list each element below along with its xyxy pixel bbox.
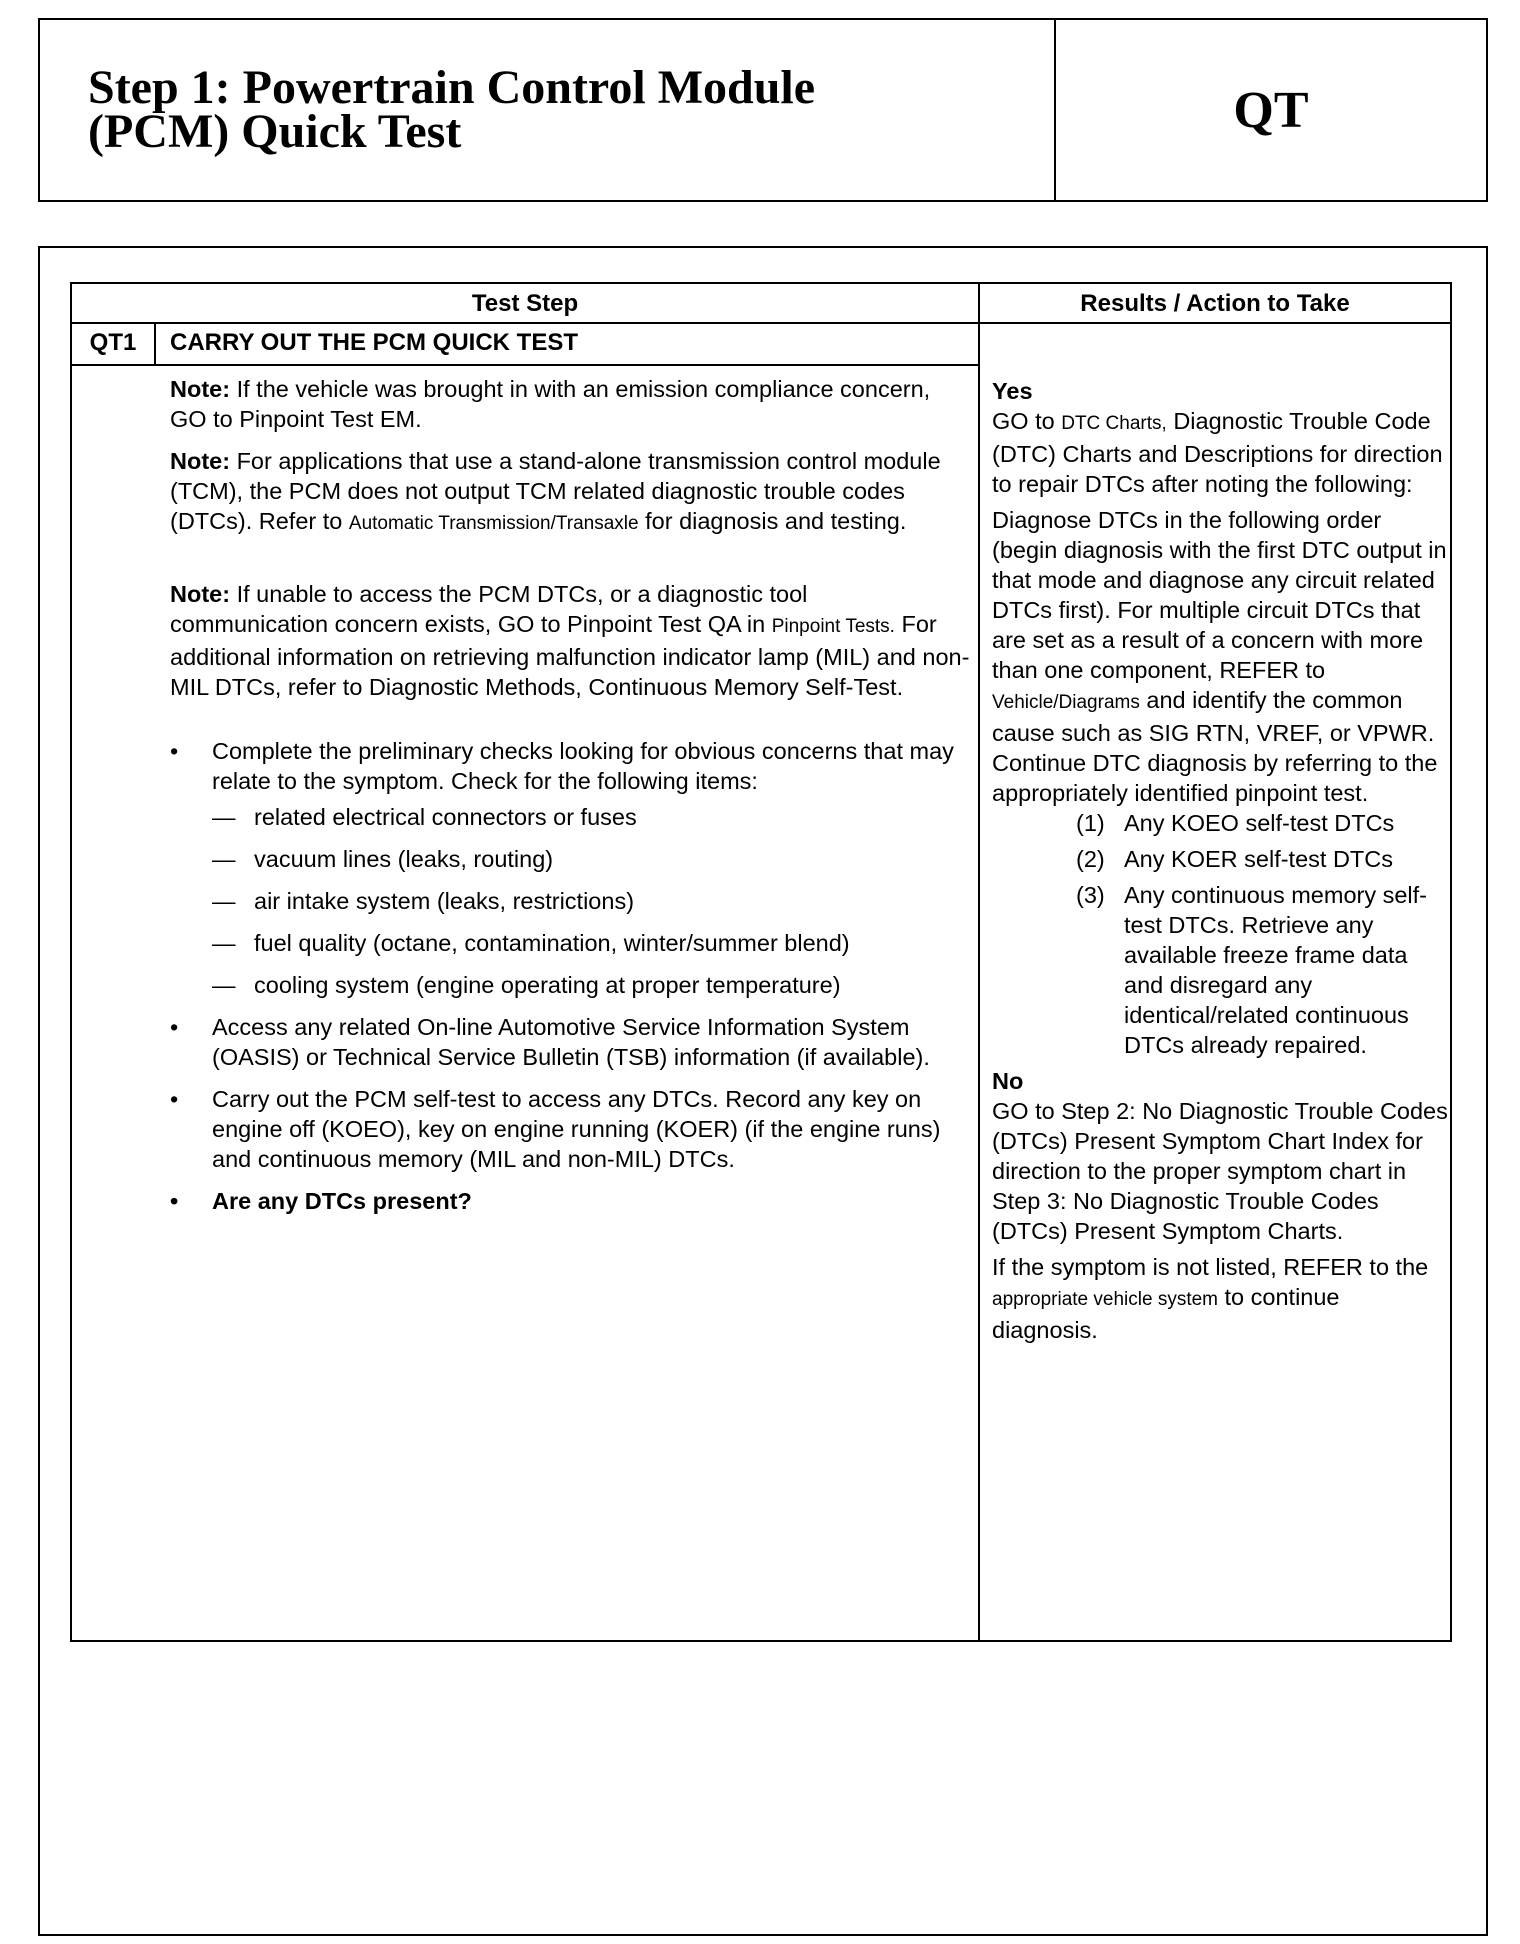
not-listed-text: If the symptom is not listed, REFER to the [992,1254,1429,1280]
no-label: No [992,1068,1024,1094]
vehicle-diagrams-link[interactable]: Vehicle/Diagrams [992,692,1140,713]
dash-icon: — [212,972,236,998]
sub-item [170,802,970,832]
order-text: Any KOEO self-test DTCs [1124,810,1395,836]
table-header-row [72,284,1450,324]
note-emission-text: If the vehicle was brought in with an emission compliance concern, GO to Pinpoint Test EM. [170,376,931,432]
note-label: Note: [170,448,231,474]
yes-label: Yes [992,378,1033,404]
note-access-text: If unable to access the PCM DTCs, or a diagnostic tool communication concern exists, GO to Pinpoint Test QA in [170,581,808,637]
results-body [992,376,1448,1351]
test-step-body [170,374,970,1228]
bullet-preliminary-checks [170,736,970,796]
bullet-text: Complete the preliminary checks looking for obvious concerns that may relate to the symptom. Check for the following items: [212,738,954,794]
yes-action [992,406,1448,499]
note-label: Note: [170,376,231,402]
bullet-text: Access any related On-line Automotive Service Information System (OASIS) or Technical Service Bulletin (TSB) information (if available). [212,1014,930,1070]
title-line-1: Step 1: Powertrain Control Module [88,61,816,114]
not-listed [992,1252,1448,1345]
not-listed-text-end: to continue diagnosis. [992,1284,1340,1343]
bullet-oasis [170,1012,970,1072]
sub-item-text: cooling system (engine operating at proper temperature) [254,972,841,998]
diagnose-text: Diagnose DTCs in the following order (begin diagnosis with the first DTC output in that mode and diagnose any circuit related DTCs first). For multiple circuit DTCs that are set as a result of a concern with more than one component, REFER to [992,507,1447,683]
section-code: QT [1233,81,1309,139]
order-item [992,880,1448,1060]
dash-icon: — [212,804,236,830]
header-box [38,18,1488,202]
col-header-results: Results / Action to Take [1080,290,1350,317]
sub-item [170,970,970,1000]
yes-go: GO to [992,408,1055,434]
order-number: (3) [1076,882,1105,908]
note-emission [170,374,970,434]
vehicle-system-link[interactable]: appropriate vehicle system [992,1289,1218,1310]
col-header-test-step: Test Step [471,290,579,317]
order-number: (2) [1076,846,1105,872]
sub-item-text: air intake system (leaks, restrictions) [254,888,635,914]
dash-icon: — [212,846,236,872]
bullet-self-test [170,1084,970,1174]
order-item [992,844,1448,874]
order-text: Any continuous memory self-test DTCs. Retrieve any available freeze frame data and disregard any identical/related continuous DTCs already repaired. [1124,882,1428,1058]
note-tcm [170,446,970,539]
page-title [40,20,1056,200]
sub-item [170,928,970,958]
yes-action-text: Diagnostic Trouble Code (DTC) Charts and Descriptions for direction to repair DTCs after noting the following: [992,408,1443,497]
note-access [170,579,970,702]
note-tcm-text-end: for diagnosis and testing. [645,508,907,534]
step-row [72,324,978,366]
bullet-icon: • [170,1086,179,1112]
sub-item [170,844,970,874]
sub-item-text: related electrical connectors or fuses [254,804,637,830]
sub-item-text: fuel quality (octane, contamination, winter/summer blend) [254,930,850,956]
question-text: Are any DTCs present? [212,1188,472,1214]
pinpoint-tests-link[interactable]: Pinpoint Tests. [771,616,895,637]
note-access-text-end: For additional information on retrieving malfunction indicator lamp (MIL) and non-MIL DTCs, refer to Diagnostic Methods, Continuous Memory Self-Test. [170,611,970,700]
test-step-table [70,282,1452,1642]
order-text: Any KOER self-test DTCs [1124,846,1393,872]
diagnose-text-end: and identify the common cause such as SIG RTN, VREF, or VPWR. Continue DTC diagnosis by referring to the appropriately identified pinpoint test. [992,687,1438,806]
note-label: Note: [170,581,231,607]
bullet-question [170,1186,970,1216]
title-line-2: (PCM) Quick Test [88,105,462,158]
step-title: CARRY OUT THE PCM QUICK TEST [170,329,579,356]
dash-icon: — [212,888,236,914]
dash-icon: — [212,930,236,956]
bullet-icon: • [170,1188,179,1214]
no-action: GO to Step 2: No Diagnostic Trouble Codes (DTCs) Present Symptom Chart Index for direction to the proper symptom chart in Step 3: No Diagnostic Trouble Codes (DTCs) Present Symptom Charts. [992,1098,1448,1244]
dtc-charts-link[interactable]: DTC Charts, [1061,413,1167,434]
step-id: QT1 [72,324,156,364]
order-item [992,808,1448,838]
bullet-icon: • [170,1014,179,1040]
transmission-link[interactable]: Automatic Transmission/Transaxle [348,513,639,534]
sub-item-text: vacuum lines (leaks, routing) [254,846,554,872]
diagnose-order [992,505,1448,808]
sub-item [170,886,970,916]
bullet-icon: • [170,738,179,764]
bullet-text: Carry out the PCM self-test to access any DTCs. Record any key on engine off (KOEO), key on engine running (KOER) (if the engine runs) and continuous memory (MIL and non-MIL) DTCs. [212,1086,941,1172]
column-divider [978,284,980,1640]
order-number: (1) [1076,810,1105,836]
note-tcm-text: For applications that use a stand-alone transmission control module (TCM), the PCM does not output TCM related diagnostic trouble codes (DTCs). Refer to [170,448,941,534]
